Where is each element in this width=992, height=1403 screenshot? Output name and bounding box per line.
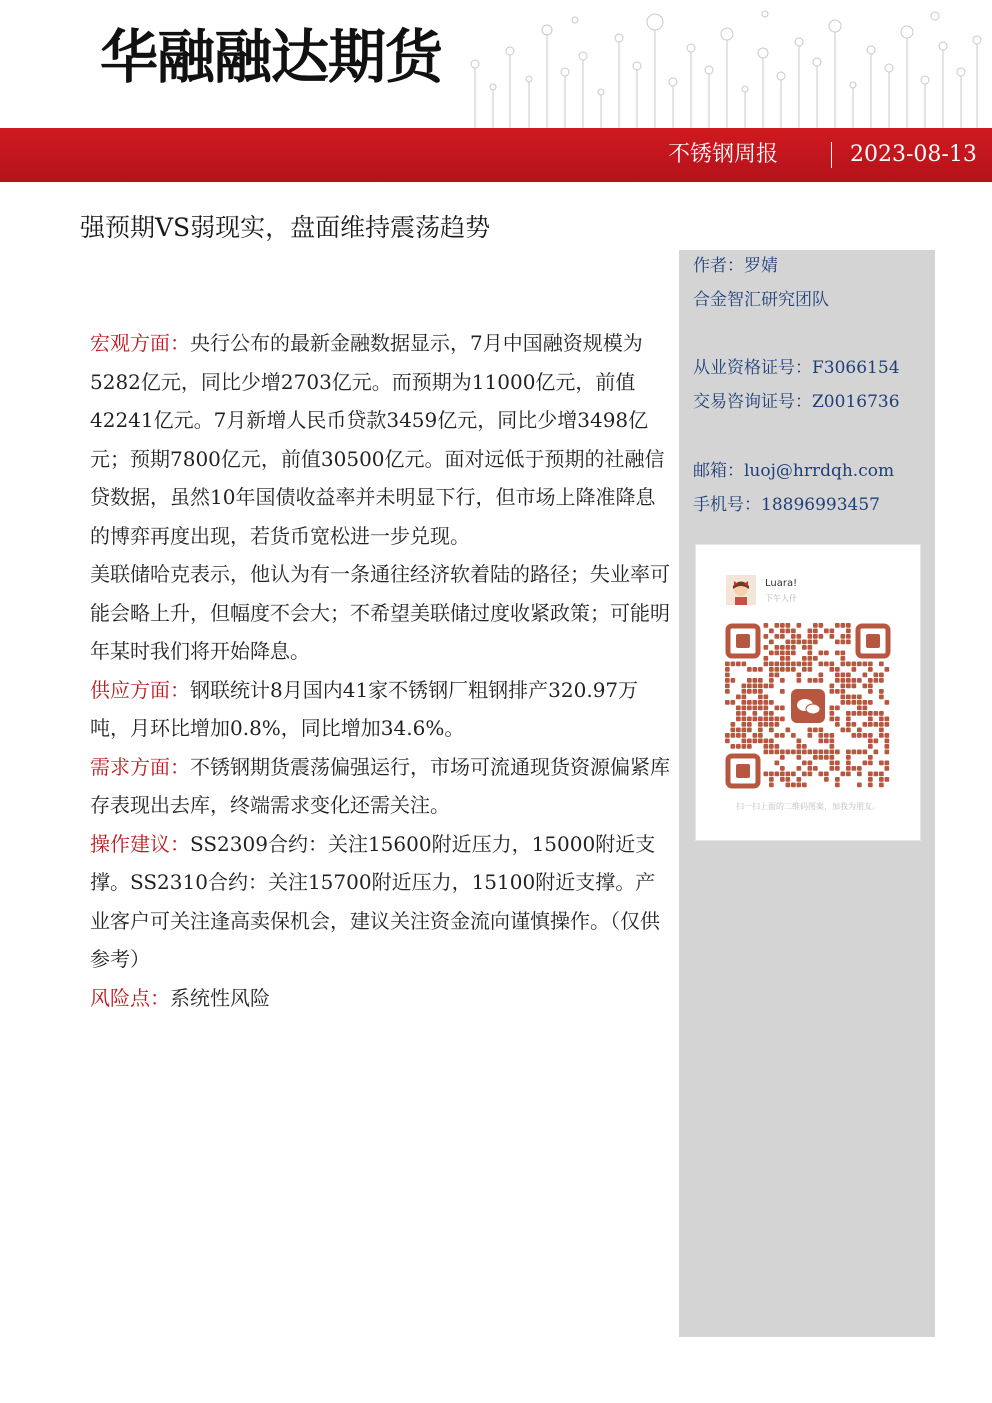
supply-paragraph: [90, 671, 670, 748]
headline: 强预期VS弱现实，盘面维持震荡趋势: [80, 213, 491, 242]
supply-label: 供应方面：: [90, 677, 190, 702]
email: 邮箱：luoj@hrrdqh.com: [693, 461, 895, 481]
risk-paragraph: [90, 979, 670, 1018]
advice-paragraph: [90, 825, 670, 979]
macro-label: 宏观方面：: [90, 331, 190, 355]
macro-text-2: 美联储哈克表示，他认为有一条通往经济软着陆的路径；失业率可能会略上升，但幅度不会大；不希望美联储过度收紧政策；可能明年某时我们将开始降息。: [90, 562, 670, 663]
demand-text: 不锈钢期货震荡偏强运行，市场可流通现货资源偏紧库存表现出去库，终端需求变化还需关注。: [90, 754, 670, 817]
qr-code: [725, 623, 891, 789]
qr-subtitle: 下午人什: [765, 594, 797, 603]
qr-name: Luara!: [765, 578, 798, 589]
phone: 手机号：18896993457: [693, 495, 880, 515]
title-separator: [831, 142, 832, 168]
report-date: 2023-08-13: [850, 142, 977, 167]
risk-label: 风险点：: [90, 985, 170, 1010]
report-body: [90, 324, 670, 1017]
license-number: 从业资格证号：F3066154: [693, 358, 900, 378]
title-bar: [0, 128, 992, 182]
macro-text: 央行公布的最新金融数据显示，7月中国融资规模为5282亿元，同比少增2703亿元。而预期为11000亿元，前值42241亿元。7月新增人民币贷款3459亿元，同比少增3498亿元；预期7800亿元，前值30500亿元。面对远低于预期的社融信贷数据，虽然10年国债收益率并未明显下行，但市场上降准降息的博弈再度出现，若货币宽松进一步兑现。: [90, 331, 665, 548]
risk-text: 系统性风险: [170, 985, 270, 1010]
company-logo: 华融融达期货: [100, 23, 443, 91]
consult-license-number: 交易咨询证号：Z0016736: [693, 392, 900, 412]
header: [0, 0, 992, 128]
report-type: 不锈钢周报: [668, 142, 779, 167]
qr-caption: 扫一扫上面的二维码图案，加我为朋友。: [736, 802, 880, 811]
team: 合金智汇研究团队: [693, 290, 829, 310]
demand-paragraph: [90, 748, 670, 825]
qr-card: [695, 544, 921, 841]
avatar: [726, 575, 756, 605]
advice-label: 操作建议：: [90, 831, 190, 856]
demand-label: 需求方面：: [90, 754, 190, 779]
macro-paragraph-2: [90, 555, 670, 671]
author: 作者：罗婧: [693, 256, 778, 276]
decorative-lines-graphic: [455, 0, 992, 128]
supply-text: 钢联统计8月国内41家不锈钢厂粗钢排产320.97万吨，月环比增加0.8%，同比增加34.6%。: [90, 677, 639, 740]
advice-text: SS2309合约：关注15600附近压力，15000附近支撑。SS2310合约：关注15700附近压力，15100附近支撑。产业客户可关注逢高卖保机会，建议关注资金流向谨慎操作。（仅供参考）: [90, 831, 660, 971]
macro-paragraph: [90, 324, 670, 555]
